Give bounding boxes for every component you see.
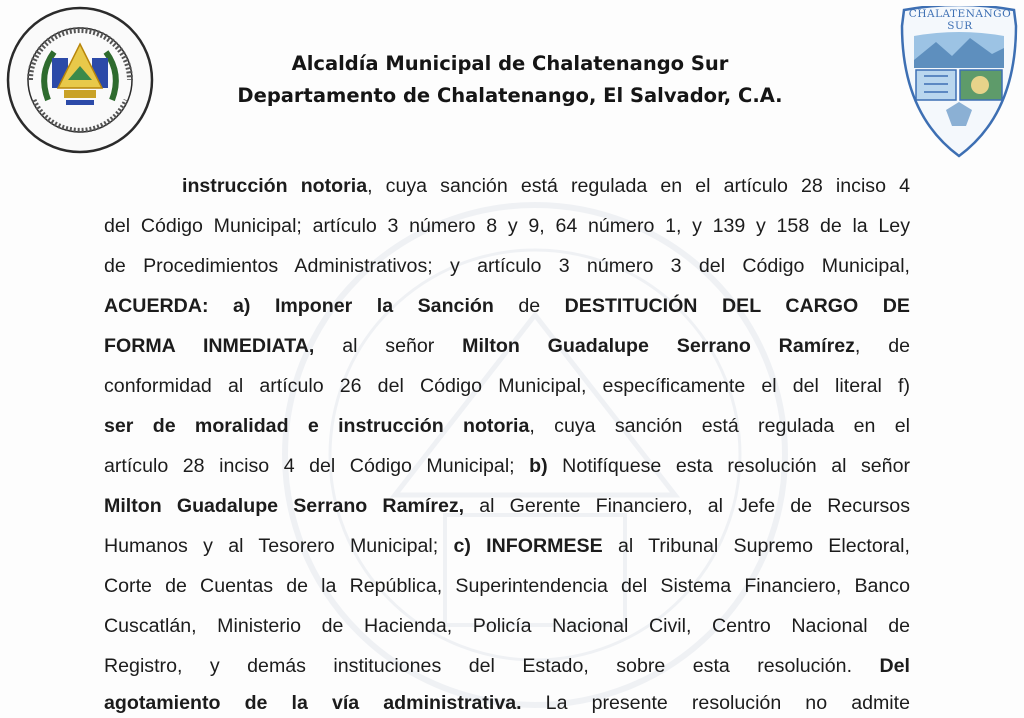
- text-line: Milton Guadalupe Serrano Ramírez, al Gerente Financiero, al Jefe de Recursos: [104, 495, 910, 517]
- text-line: ser de moralidad e instrucción notoria, cuya sanción está regulada en el: [104, 415, 910, 437]
- department-subtitle: Departamento de Chalatenango, El Salvador, C.A.: [237, 84, 783, 107]
- document-header: [200, 48, 820, 112]
- text-line: agotamiento de la vía administrativa. La presente resolución no admite: [104, 692, 911, 714]
- text-line: conformidad al artículo 26 del Código Municipal, específicamente el del literal f): [104, 375, 910, 397]
- text-line: Corte de Cuentas de la República, Superintendencia del Sistema Financiero, Banco: [104, 575, 910, 597]
- text-line: Cuscatlán, Ministerio de Hacienda, Policía Nacional Civil, Centro Nacional de: [104, 615, 910, 637]
- text-line: Humanos y al Tesorero Municipal; c) INFORMESE al Tribunal Supremo Electoral,: [104, 535, 910, 557]
- text-line: artículo 28 inciso 4 del Código Municipal; b) Notifíquese esta resolución al señor: [104, 455, 910, 477]
- text-line: ACUERDA: a) Imponer la Sanción de DESTITUCIÓN DEL CARGO DE: [104, 295, 910, 317]
- text-line: Registro, y demás instituciones del Estado, sobre esta resolución. Del: [104, 655, 910, 677]
- text-line: instrucción notoria, cuya sanción está regulada en el artículo 28 inciso 4: [182, 175, 910, 197]
- text-line: de Procedimientos Administrativos; y artículo 3 número 3 del Código Municipal,: [104, 255, 910, 277]
- text-line: del Código Municipal; artículo 3 número 8 y 9, 64 número 1, y 139 y 158 de la Ley: [104, 215, 910, 237]
- municipal-seal-icon: [4, 4, 156, 156]
- text-line: FORMA INMEDIATA, al señor Milton Guadalupe Serrano Ramírez, de: [104, 335, 910, 357]
- municipality-title: Alcaldía Municipal de Chalatenango Sur: [291, 52, 729, 75]
- seal-text: CHALATENANGO SUR: [908, 8, 1012, 32]
